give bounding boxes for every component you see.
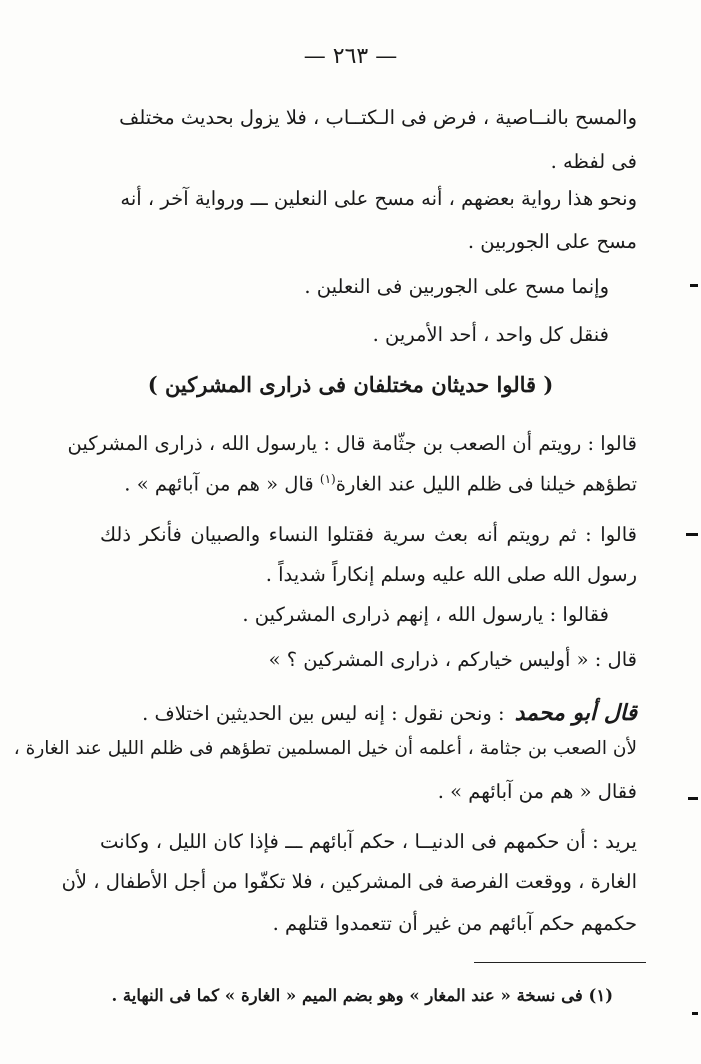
text-line: فى لفظه . [550, 150, 637, 173]
margin-mark [688, 797, 698, 800]
text-line: يريد : أن حكمهم فى الدنيــا ، حكم آبائهم ـــ فإذا كان الليل ، وكانت [100, 830, 637, 853]
text-line: لأن الصعب بن جثامة ، أعلمه أن خيل المسلمين تطؤهم فى ظلم الليل عند الغارة ، [13, 738, 637, 759]
footnote: (١) فى نسخة « عند المغار » وهو بضم الميم « الغارة » كما فى النهاية . [111, 986, 613, 1005]
text-line: ونحو هذا رواية بعضهم ، أنه مسح على النعلين ـــ ورواية آخر ، أنه [120, 187, 637, 210]
footnote-divider [474, 962, 646, 963]
margin-mark [690, 284, 698, 287]
page-number: — ٢٦٣ — [303, 44, 398, 69]
text-segment: قال « هم من آبائهم » . [124, 472, 320, 496]
author-signature: قال أبو محمد [514, 700, 637, 726]
margin-mark [692, 1012, 698, 1015]
text-segment: تطؤهم خيلنا فى ظلم الليل عند الغارة [335, 472, 637, 496]
text-line: وإنما مسح على الجوربين فى النعلين . [304, 275, 609, 298]
footnote-reference: (١) [319, 472, 336, 486]
text-line: قالوا : ثم رويتم أنه بعث سرية فقتلوا النساء والصبيان فأنكر ذلك [100, 523, 637, 546]
text-line: فقال « هم من آبائهم » . [437, 780, 637, 803]
text-line: والمسح بالنــاصية ، فرض فى الـكتــاب ، فلا يزول بحديث مختلف [119, 106, 637, 129]
answer-text: : ونحن نقول : إنه ليس بين الحديثين اختلاف . [142, 702, 505, 725]
text-line: حكمهم حكم آبائهم من غير أن تتعمدوا قتلهم . [272, 912, 637, 935]
section-heading: ( قالوا حديثان مختلفان فى ذرارى المشركين ) [147, 372, 554, 397]
text-line: مسح على الجوربين . [467, 230, 637, 253]
text-line: فنقل كل واحد ، أحد الأمرين . [372, 323, 609, 346]
answer-line [142, 700, 637, 726]
text-line: رسول الله صلى الله عليه وسلم إنكاراً شديداً . [265, 563, 637, 586]
margin-mark [686, 533, 698, 536]
text-line-with-footnote-ref [124, 472, 637, 496]
text-line: فقالوا : يارسول الله ، إنهم ذرارى المشركين . [242, 603, 609, 626]
text-line: قال : « أوليس خياركم ، ذرارى المشركين ؟ » [268, 648, 637, 671]
text-line: قالوا : رويتم أن الصعب بن جثّامة قال : يارسول الله ، ذرارى المشركين [67, 432, 637, 455]
text-line: الغارة ، ووقعت الفرصة فى المشركين ، فلا تكفّوا من أجل الأطفال ، لأن [61, 870, 637, 893]
